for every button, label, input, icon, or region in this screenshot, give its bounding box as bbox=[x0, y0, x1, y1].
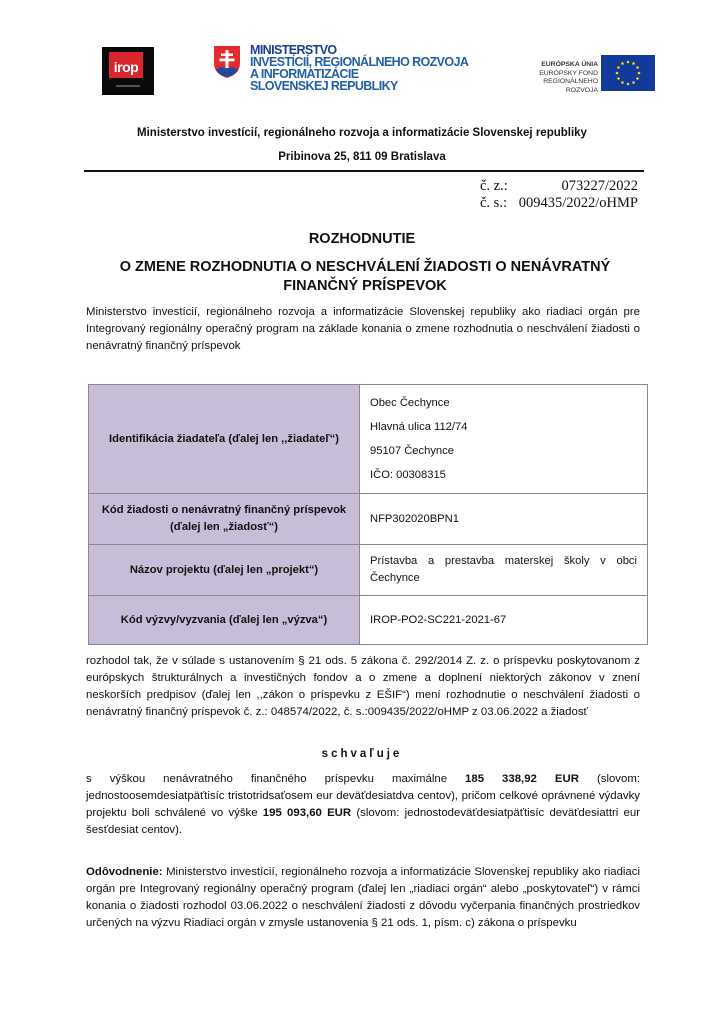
organization-address: Pribinova 25, 811 09 Bratislava bbox=[278, 151, 446, 163]
slovak-coat-of-arms-icon bbox=[213, 45, 241, 79]
document-title: ROZHODNUTIE bbox=[308, 231, 416, 247]
applicant-street: Hlavná ulica 112/74 bbox=[370, 421, 468, 433]
ministry-logo-line: SLOVENSKEJ REPUBLIKY bbox=[250, 79, 398, 93]
eu-star-icon bbox=[632, 81, 635, 84]
irop-logo bbox=[102, 47, 154, 95]
approval-text: (slovom: jednostodeväťdesiatpäťtisíc deväťdesiattri eur šesťdesiat centov). bbox=[86, 807, 640, 836]
applicant-value bbox=[360, 385, 648, 494]
eu-star-icon bbox=[621, 81, 624, 84]
eu-fund-line: REGIONÁLNEHO ROZVOJA bbox=[543, 78, 598, 94]
cz-value: 073227/2022 bbox=[561, 178, 638, 194]
call-code-label: Kód výzvy/vyzvania (ďalej len „výzva“) bbox=[89, 596, 360, 645]
approval-heading: schvaľuje bbox=[321, 748, 403, 760]
eu-star-icon bbox=[617, 66, 620, 69]
cz-label: č. z.: bbox=[480, 178, 508, 194]
application-code-label: Kód žiadosti o nenávratný finančný príspevok (ďalej len „žiadosť“) bbox=[89, 494, 360, 545]
organization-name: Ministerstvo investícií, regionálneho rozvoja a informatizácie Slovenskej republiky bbox=[137, 127, 587, 139]
applicant-city: 95107 Čechynce bbox=[370, 445, 454, 457]
call-code-value: IROP-PO2-SC221-2021-67 bbox=[360, 596, 648, 645]
eu-fund-line: EURÓPSKY FOND bbox=[539, 69, 598, 77]
ministry-logo-line: A INFORMATIZÁCIE bbox=[250, 67, 359, 81]
reference-numbers bbox=[480, 178, 638, 212]
project-name-value: Prístavba a prestavba materskej školy v obci Čechynce bbox=[360, 545, 648, 596]
project-name-label: Názov projektu (ďalej len „projekt“) bbox=[89, 545, 360, 596]
eu-star-icon bbox=[616, 72, 619, 75]
document-subtitle: O ZMENE ROZHODNUTIA O NESCHVÁLENÍ ŽIADOSTI O NENÁVRATNÝ FINANČNÝ PRÍSPEVOK bbox=[119, 259, 611, 294]
reasoning-text: Ministerstvo investícií, regionálneho rozvoja a informatizácie Slovenskej republiky ako riadiaci orgán pre Integrovaný regionálny operačný program (ďalej len „riadiaci orgán“ alebo „poskytovateľ“) v rámci konania o žiadosti rozhodol 03.06.2022 o neschválení žiadosti z dôvodu vyčerpania finančných prostriedkov určených na výzvu Riadiaci orgán v zmysle ustanovenia § 21 ods. 1, písm. c) zákona o príspevku bbox=[86, 866, 640, 929]
ministry-logo-line: INVESTÍCIÍ, REGIONÁLNEHO ROZVOJA bbox=[250, 55, 469, 69]
irop-logo-underline bbox=[116, 85, 140, 87]
reasoning-paragraph bbox=[86, 864, 640, 932]
application-info-table bbox=[88, 384, 648, 645]
table-row bbox=[89, 385, 648, 494]
eu-flag-icon bbox=[601, 55, 655, 91]
eu-fund-text bbox=[518, 61, 598, 95]
applicant-label: Identifikácia žiadateľa (ďalej len ,,žiadateľ“) bbox=[89, 385, 360, 494]
applicant-name: Obec Čechynce bbox=[370, 397, 450, 409]
decision-paragraph: rozhodol tak, že v súlade s ustanovením § 21 ods. 5 zákona č. 292/2014 Z. z. o príspevku poskytovanom z európskych štrukturálnych a investičných fondov a o zmene a doplnení niektorých zákonov v znení neskorších predpisov (ďalej len ,,zákon o príspevku z EŠIF“) mení rozhodnutie o neschválení žiadosti o nenávratný finančný príspevok č. z.: 048574/2022, č. s.:009435/2022/oHMP z 03.06.2022 a žiadosť bbox=[86, 655, 640, 718]
intro-paragraph: Ministerstvo investícií, regionálneho rozvoja a informatizácie Slovenskej republiky ako riadiaci orgán pre Integrovaný regionálny operačný program na základe konania o zmene rozhodnutia o neschválení žiadosti o nenávratný finančný príspevok bbox=[86, 306, 640, 352]
approval-text: s výškou nenávratného finančného príspevku maximálne bbox=[86, 773, 466, 785]
eu-star-icon bbox=[636, 66, 639, 69]
eu-star-icon bbox=[621, 62, 624, 65]
eu-star-icon bbox=[636, 77, 639, 80]
eu-star-icon bbox=[627, 61, 630, 64]
reasoning-label: Odôvodnenie: bbox=[86, 866, 163, 878]
header-divider bbox=[84, 170, 644, 172]
eu-fund-line: EURÓPSKA ÚNIA bbox=[541, 61, 598, 68]
cs-label: č. s.: bbox=[480, 195, 507, 211]
eu-star-icon bbox=[617, 77, 620, 80]
application-code-value: NFP302020BPN1 bbox=[360, 494, 648, 545]
table-row bbox=[89, 494, 648, 545]
eu-star-icon bbox=[627, 83, 630, 86]
eu-star-icon bbox=[638, 72, 641, 75]
eu-star-icon bbox=[632, 62, 635, 65]
ministry-logo-line: MINISTERSTVO bbox=[250, 43, 337, 57]
eligible-expenses-amount: 195 093,60 EUR bbox=[262, 807, 352, 819]
approval-text: (slovom: jednostoosemdesiatpäťtisíc tristotridsaťosem eur deväťdesiatdva centov), pričom celkové oprávnené výdavky projektu boli schválené vo výške bbox=[86, 773, 640, 819]
table-row bbox=[89, 545, 648, 596]
table-row bbox=[89, 596, 648, 645]
applicant-ico: IČO: 00308315 bbox=[370, 469, 446, 481]
irop-logo-text: irop bbox=[109, 52, 143, 78]
cs-value: 009435/2022/oHMP bbox=[518, 195, 638, 211]
approval-paragraph bbox=[86, 771, 640, 839]
grant-amount: 185 338,92 EUR bbox=[465, 773, 579, 785]
ministry-logo-text bbox=[250, 44, 468, 92]
